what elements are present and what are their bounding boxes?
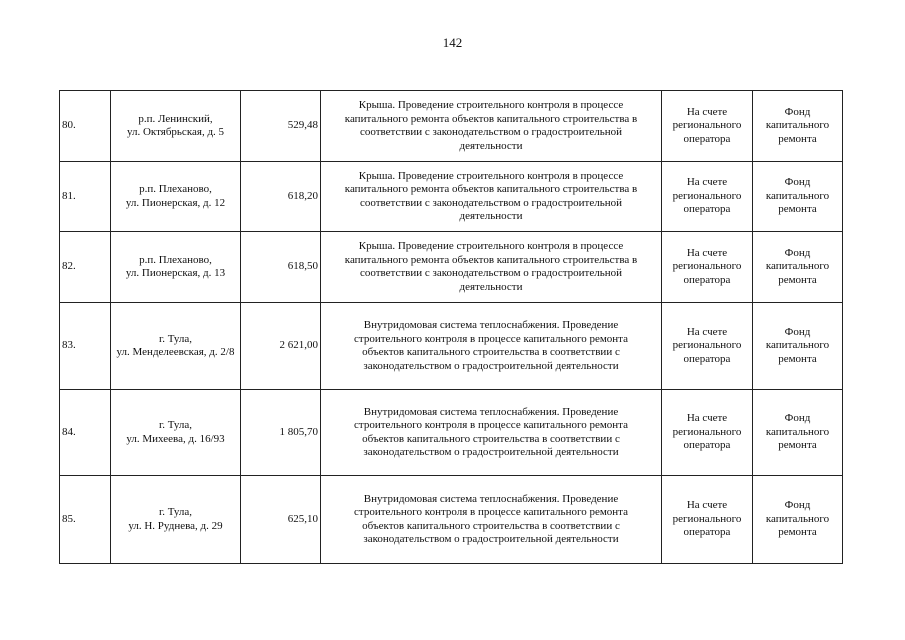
work-line: законодательством о градостроительной деятельности [363,359,619,372]
account-line: оператора [683,526,731,539]
fund-cell [753,390,843,476]
account-line: регионального [672,119,742,132]
work-description-cell [321,162,662,232]
work-line: Внутридомовая система теплоснабжения. Проведение [363,405,619,418]
fund-line: Фонд [784,499,811,512]
fund-line: ремонта [778,273,817,286]
fund-line: ремонта [778,439,817,452]
work-line: Крыша. Проведение строительного контроля в процессе [358,240,624,252]
table-row [60,476,843,564]
address-cell [111,232,241,303]
row-number: 83. [60,303,111,390]
area-cell: 1 805,70 [241,390,321,476]
work-line: объектов капитального строительства в соответствии с [362,519,620,532]
area-cell: 618,50 [241,232,321,303]
address-cell [111,303,241,390]
account-line: оператора [683,132,731,145]
area-cell: 625,10 [241,476,321,564]
account-line: оператора [683,352,731,365]
fund-line: капитального [765,189,830,202]
account-line: На счете [686,412,728,425]
address-cell [111,476,241,564]
page-number: 142 [442,35,463,50]
account-line: На счете [686,499,728,512]
fund-line: Фонд [784,176,811,189]
work-line: деятельности [459,280,523,293]
account-line: На счете [686,325,728,338]
row-number: 84. [60,390,111,476]
fund-line: капитального [765,339,830,352]
account-line: регионального [672,339,742,352]
work-line: Внутридомовая система теплоснабжения. Проведение [363,492,619,505]
fund-line: ремонта [778,132,817,145]
address-line: ул. Пионерская, д. 12 [125,196,226,209]
work-description-cell [321,476,662,564]
fund-line: капитального [765,260,830,273]
account-line: оператора [683,273,731,286]
fund-line: ремонта [778,203,817,216]
account-cell [662,476,753,564]
account-line: На счете [686,246,728,259]
address-cell [111,91,241,162]
work-line: соответствии с законодательством о градостроительной [359,126,622,138]
address-cell [111,162,241,232]
work-line: объектов капитального строительства в соответствии с [362,346,620,358]
address-line: р.п. Плеханово, [139,253,212,266]
account-line: оператора [683,439,731,452]
work-line: капитального ремонта объектов капитального строительства в [344,112,638,125]
address-line: ул. Пионерская, д. 13 [125,267,226,279]
work-line: соответствии с законодательством о градостроительной [359,196,622,209]
fund-cell [753,232,843,303]
account-line: регионального [672,512,742,525]
address-cell [111,390,241,476]
area-cell: 618,20 [241,162,321,232]
work-line: соответствии с законодательством о градостроительной [359,267,622,279]
fund-cell [753,91,843,162]
fund-line: ремонта [778,526,817,539]
account-cell [662,162,753,232]
address-line: ул. Менделеевская, д. 2/8 [116,346,235,358]
table-row [60,232,843,303]
address-line: ул. Октябрьская, д. 5 [126,126,225,138]
work-line: строительного контроля в процессе капитального ремонта [354,332,628,345]
fund-line: капитального [765,512,830,525]
fund-cell [753,476,843,564]
table-row [60,303,843,390]
area-cell: 529,48 [241,91,321,162]
address-line: г. Тула, [158,332,193,345]
work-line: капитального ремонта объектов капитального строительства в [344,183,638,195]
work-description-cell [321,390,662,476]
work-line: капитального ремонта объектов капитального строительства в [344,253,638,266]
table-row [60,162,843,232]
account-cell [662,232,753,303]
work-line: деятельности [459,210,523,222]
work-line: строительного контроля в процессе капитального ремонта [354,506,628,518]
fund-cell [753,303,843,390]
row-number: 82. [60,232,111,303]
account-line: На счете [686,176,728,189]
address-line: р.п. Ленинский, [138,112,213,125]
fund-line: Фонд [784,105,811,118]
work-line: деятельности [459,139,523,152]
row-number: 80. [60,91,111,162]
account-line: регионального [672,260,742,273]
account-cell [662,91,753,162]
table-row [60,91,843,162]
account-line: На счете [686,105,728,118]
fund-cell [753,162,843,232]
address-line: г. Тула, [158,506,193,518]
fund-line: капитального [765,119,830,132]
account-line: регионального [672,189,742,202]
address-line: ул. Михеева, д. 16/93 [126,432,225,445]
fund-line: капитального [765,425,830,438]
account-line: оператора [683,203,731,216]
address-line: ул. Н. Руднева, д. 29 [128,519,223,532]
account-line: регионального [672,425,742,438]
repair-objects-table [59,90,843,564]
account-cell [662,390,753,476]
fund-line: Фонд [784,246,811,259]
fund-line: Фонд [784,412,811,425]
row-number: 81. [60,162,111,232]
work-line: законодательством о градостроительной деятельности [363,533,619,545]
work-line: Крыша. Проведение строительного контроля в процессе [358,99,624,111]
account-cell [662,303,753,390]
fund-line: Фонд [784,325,811,338]
work-description-cell [321,232,662,303]
work-line: объектов капитального строительства в соответствии с [362,432,620,445]
work-line: законодательством о градостроительной деятельности [363,446,619,458]
fund-line: ремонта [778,352,817,365]
work-line: строительного контроля в процессе капитального ремонта [354,419,628,431]
work-description-cell [321,303,662,390]
area-cell: 2 621,00 [241,303,321,390]
work-description-cell [321,91,662,162]
row-number: 85. [60,476,111,564]
work-line: Внутридомовая система теплоснабжения. Проведение [363,319,619,331]
address-line: р.п. Плеханово, [139,183,212,195]
work-line: Крыша. Проведение строительного контроля в процессе [358,169,624,182]
table-row [60,390,843,476]
address-line: г. Тула, [158,419,193,431]
